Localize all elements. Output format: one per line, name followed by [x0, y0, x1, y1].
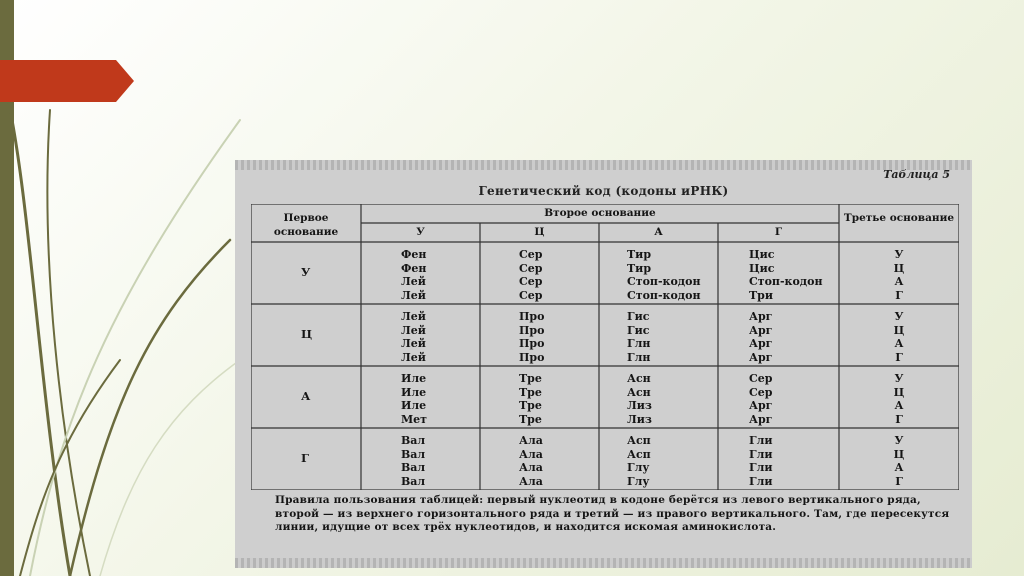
amino-acid-cell: Глн	[627, 350, 651, 364]
third-base-label: Ц	[893, 261, 905, 275]
amino-acid-cell: Ала	[519, 461, 543, 474]
first-base-label: А	[301, 389, 311, 403]
amino-acid-cell: Стоп-кодон	[627, 288, 701, 302]
amino-acid-cell: Про	[519, 350, 545, 364]
amino-acid-cell: Лей	[401, 337, 426, 350]
amino-acid-cell: Иле	[401, 399, 427, 412]
amino-acid-cell: Ала	[519, 447, 543, 461]
third-base-label: Г	[895, 350, 903, 364]
column-header-u: У	[416, 226, 425, 238]
amino-acid-cell: Тре	[519, 372, 542, 385]
amino-acid-cell: Ала	[519, 434, 543, 447]
amino-acid-cell: Арг	[749, 323, 773, 337]
amino-acid-cell: Про	[519, 323, 545, 337]
amino-acid-cell: Арг	[749, 350, 773, 364]
amino-acid-cell: Гис	[627, 323, 650, 337]
amino-acid-cell: Вал	[401, 474, 426, 488]
third-base-label: Г	[895, 288, 903, 302]
amino-acid-cell: Ала	[519, 474, 543, 488]
amino-acid-cell: Сер	[519, 275, 543, 288]
table-title: Генетический код (кодоны иРНК)	[478, 184, 729, 198]
amino-acid-cell: Три	[749, 288, 774, 302]
amino-acid-cell: Тре	[519, 399, 542, 412]
third-base-label: Ц	[893, 323, 905, 337]
amino-acid-cell: Лиз	[627, 399, 652, 412]
amino-acid-cell: Про	[519, 310, 545, 323]
amino-acid-cell: Сер	[519, 261, 543, 275]
third-base-label: Г	[895, 412, 903, 426]
amino-acid-cell: Гис	[627, 310, 650, 323]
third-base-label: У	[894, 434, 904, 447]
first-base-label: У	[301, 265, 311, 279]
amino-acid-cell: Тре	[519, 412, 542, 426]
table-number: Таблица 5	[883, 168, 950, 181]
amino-acid-cell: Иле	[401, 385, 427, 399]
third-base-label: А	[894, 337, 904, 350]
bleed-through-bottom	[235, 558, 972, 568]
amino-acid-cell: Лиз	[627, 412, 652, 426]
header-first-base: Первое основание	[273, 212, 339, 238]
usage-rules-text: Правила пользования таблицей: первый нуклеотид в кодоне берётся из левого вертикального ряда, второй — из верхнего горизонтального ряда и третий — из правого вертикального. Там, где пересекутся линии, идущие от всех трёх нуклеотидов, и находится искомая аминокислота.	[275, 494, 950, 533]
amino-acid-cell: Цис	[749, 261, 775, 275]
amino-acid-cell: Асн	[627, 372, 651, 385]
amino-acid-cell: Арг	[749, 399, 773, 412]
amino-acid-cell: Глу	[627, 474, 650, 488]
amino-acid-cell: Сер	[749, 372, 773, 385]
amino-acid-cell: Стоп-кодон	[627, 275, 701, 288]
amino-acid-cell: Вал	[401, 447, 426, 461]
amino-acid-cell: Глн	[627, 337, 651, 350]
amino-acid-cell: Про	[519, 337, 545, 350]
third-base-label: Ц	[893, 447, 905, 461]
amino-acid-cell: Фен	[401, 261, 427, 275]
amino-acid-cell: Тир	[627, 261, 652, 275]
third-base-label: А	[894, 461, 904, 474]
amino-acid-cell: Глу	[627, 461, 650, 474]
column-header-a: А	[654, 226, 663, 238]
amino-acid-cell: Асп	[627, 434, 651, 447]
header-second-base: Второе основание	[544, 207, 656, 219]
amino-acid-cell: Лей	[401, 323, 426, 337]
amino-acid-cell: Сер	[519, 248, 543, 261]
column-header-c: Ц	[534, 226, 545, 238]
amino-acid-cell: Иле	[401, 372, 427, 385]
third-base-label: А	[894, 399, 904, 412]
column-header-g: Г	[774, 226, 783, 238]
third-base-label: У	[894, 310, 904, 323]
amino-acid-cell: Тир	[627, 248, 652, 261]
first-base-label: Г	[301, 451, 309, 465]
amino-acid-cell: Гли	[749, 474, 773, 488]
amino-acid-cell: Арг	[749, 412, 773, 426]
amino-acid-cell: Сер	[749, 385, 773, 399]
amino-acid-cell: Гли	[749, 447, 773, 461]
amino-acid-cell: Гли	[749, 434, 773, 447]
bleed-through-top	[235, 160, 972, 170]
amino-acid-cell: Фен	[401, 248, 427, 261]
header-third-base: Третье основание	[843, 212, 955, 224]
scanned-table-image	[235, 160, 972, 568]
genetic-code-table	[251, 204, 959, 490]
amino-acid-cell: Лей	[401, 350, 426, 364]
amino-acid-cell: Гли	[749, 461, 773, 474]
amino-acid-cell: Вал	[401, 461, 426, 474]
red-title-tab	[0, 60, 134, 102]
amino-acid-cell: Лей	[401, 288, 426, 302]
table-grid	[251, 204, 959, 490]
amino-acid-cell: Арг	[749, 337, 773, 350]
amino-acid-cell: Стоп-кодон	[749, 275, 823, 288]
third-base-label: А	[894, 275, 904, 288]
third-base-label: Ц	[893, 385, 905, 399]
amino-acid-cell: Лей	[401, 310, 426, 323]
amino-acid-cell: Лей	[401, 275, 426, 288]
third-base-label: У	[894, 248, 904, 261]
amino-acid-cell: Асн	[627, 385, 651, 399]
amino-acid-cell: Цис	[749, 248, 775, 261]
third-base-label: У	[894, 372, 904, 385]
first-base-label: Ц	[301, 327, 313, 341]
amino-acid-cell: Арг	[749, 310, 773, 323]
amino-acid-cell: Сер	[519, 288, 543, 302]
amino-acid-cell: Асп	[627, 447, 651, 461]
amino-acid-cell: Вал	[401, 434, 426, 447]
amino-acid-cell: Мет	[401, 412, 427, 426]
third-base-label: Г	[895, 474, 903, 488]
amino-acid-cell: Тре	[519, 385, 542, 399]
